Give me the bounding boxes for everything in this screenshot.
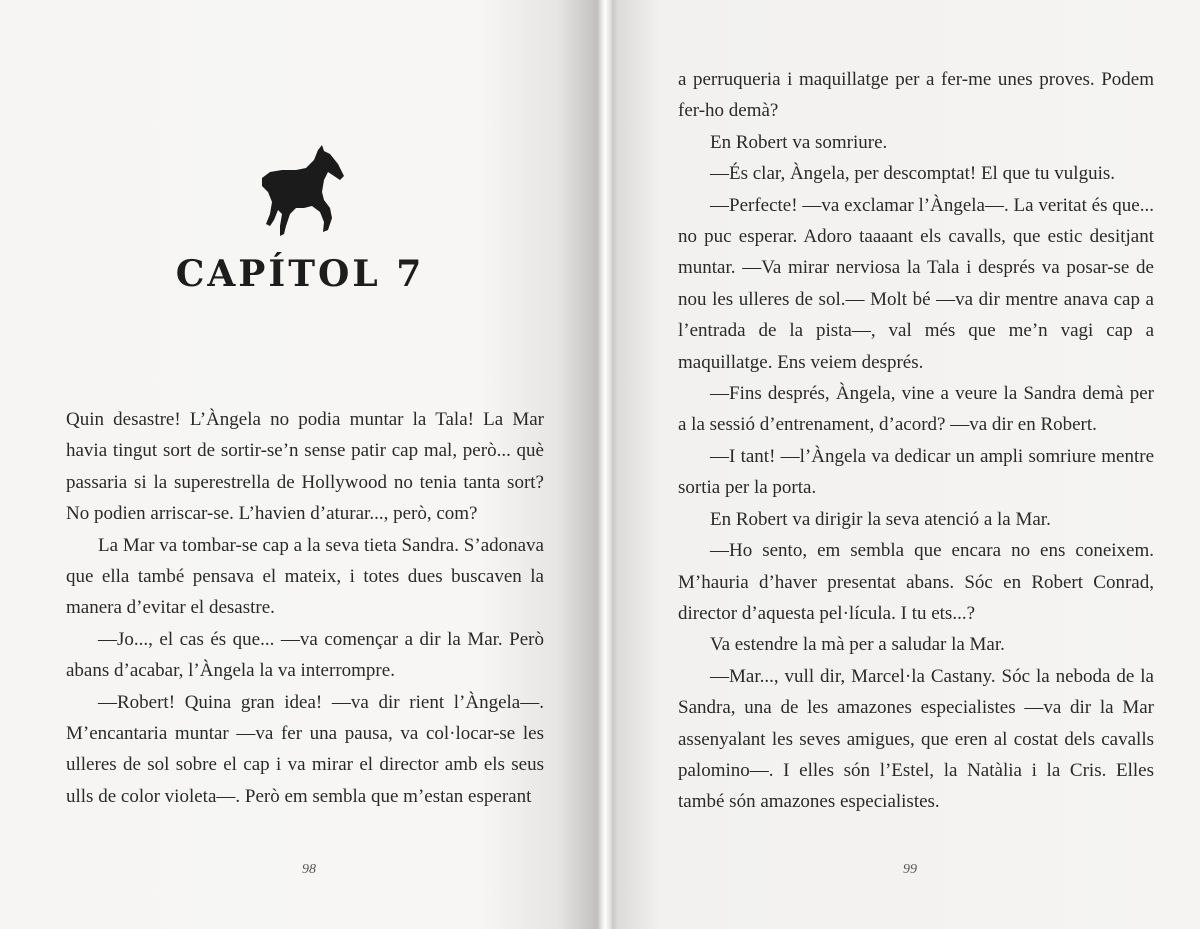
horse-silhouette-icon <box>258 142 346 236</box>
paragraph: a perruqueria i maquillatge per a fer-me unes proves. Podem fer-ho demà? <box>678 69 1154 122</box>
paragraph: Va estendre la mà per a saludar la Mar. <box>710 634 1005 656</box>
paragraph: En Robert va somriure. <box>710 131 888 153</box>
paragraph: La Mar va tombar-se cap a la seva tieta Sandra. S’adonava que ella també pensava el mateix, i totes dues buscaven la manera d’evitar el desastre. <box>66 534 544 619</box>
paragraph: —Perfecte! —va exclamar l’Àngela—. La veritat és que... no puc esperar. Adoro taaaant els cavalls, que estic desitjant muntar. —Va mirar nerviosa la Tala i després va posar-se de nou les ulleres de sol.— Molt bé —va dir mentre anava cap a l’entrada de la pista—, val més que me’n vagi cap a maquillatge. Ens veiem després. <box>678 194 1154 373</box>
paragraph: —Jo..., el cas és que... —va començar a dir la Mar. Però abans d’acabar, l’Àngela la va interrompre. <box>66 628 544 682</box>
paragraph: —És clar, Àngela, per descomptat! El que tu vulguis. <box>710 163 1115 185</box>
page-number-left: 98 <box>302 862 316 877</box>
right-page-text <box>678 64 1154 818</box>
book-gutter <box>598 0 612 929</box>
paragraph: Quin desastre! L’Àngela no podia muntar la Tala! La Mar havia tingut sort de sortir-se’n sense patir cap mal, però... què passaria si la superestrella de Hollywood no tenia tanta sort? No podien arriscar-se. L’havien d’aturar..., però, com? <box>66 409 544 525</box>
paragraph: —Fins després, Àngela, vine a veure la Sandra demà per a la sessió d’entrenament, d’acord? —va dir en Robert. <box>678 383 1154 436</box>
paragraph: —I tant! —l’Àngela va dedicar un ampli somriure mentre sortia per la porta. <box>678 445 1154 499</box>
left-page-text <box>66 404 544 812</box>
paragraph: —Ho sento, em sembla que encara no ens coneixem. M’hauria d’haver presentat abans. Sóc en Robert Conrad, director d’aquesta pel·lícula. I tu ets...? <box>678 540 1154 624</box>
chapter-title: CAPÍTOL 7 <box>175 253 425 295</box>
paragraph: En Robert va dirigir la seva atenció a la Mar. <box>710 508 1051 530</box>
page-number-right: 99 <box>903 862 917 877</box>
paragraph: —Robert! Quina gran idea! —va dir rient l’Àngela—. M’encantaria muntar —va fer una pausa, va col·locar-se les ulleres de sol sobre el cap i va mirar el director amb els seus ulls de color violeta—. Però em sembla que m’estan esperant <box>66 691 544 807</box>
paragraph: —Mar..., vull dir, Marcel·la Castany. Sóc la neboda de la Sandra, una de les amazones especialistes —va dir la Mar assenyalant les seves amigues, que eren al costat dels cavalls palomino—. I elles són l’Estel, la Natàlia i la Cris. Elles també són amazones especialistes. <box>678 665 1154 813</box>
